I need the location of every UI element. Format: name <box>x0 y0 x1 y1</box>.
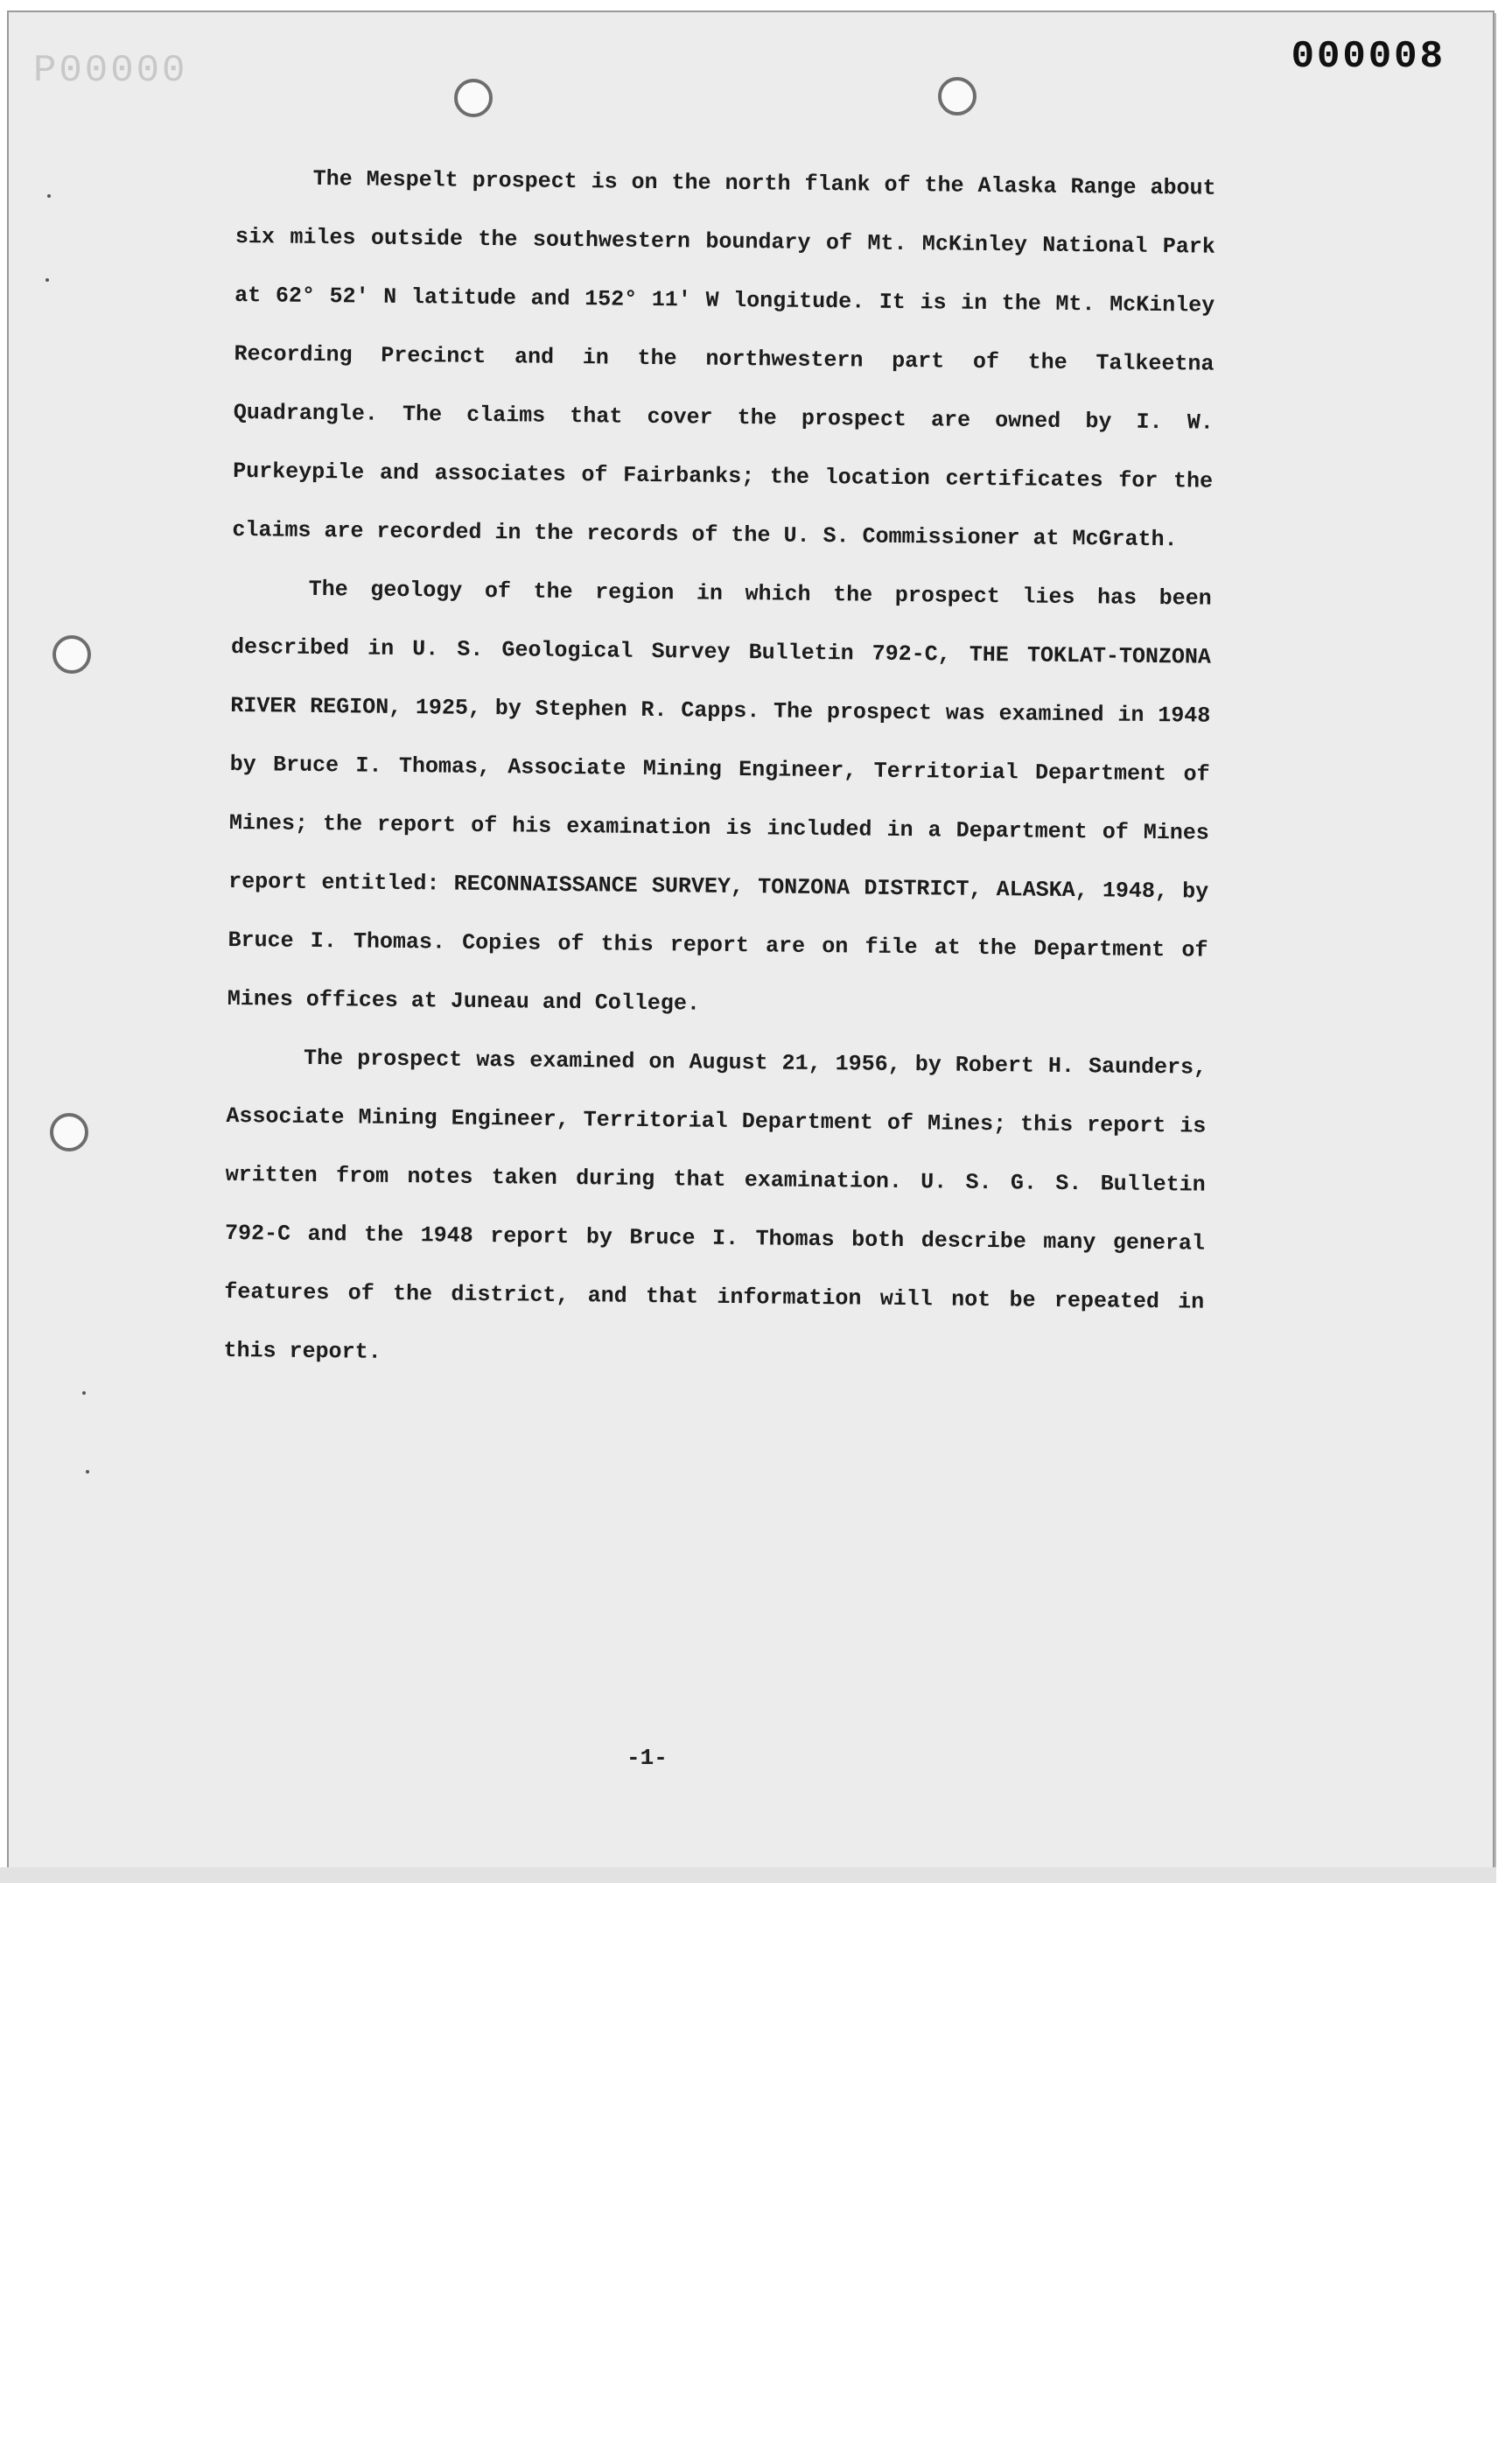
scan-speck <box>82 1391 86 1395</box>
faint-stamp: P00000 <box>33 49 188 93</box>
paragraph-examination: The prospect was examined on August 21, 1956, by Robert H. Saunders, Associate Mining Engineer, Territorial Department of Mines; this report is written from notes taken during that examination. U. S. G. S. Bulletin 792-C and the 1948 report by Bruce I. Thomas both describe many general features of the district, and that information will not be repeated in this report. <box>223 1045 1208 1365</box>
scan-speck <box>46 278 49 282</box>
punch-hole-icon <box>52 635 91 674</box>
paragraph-geology: The geology of the region in which the prospect lies has been described in U. S. Geological Survey Bulletin 792-C, THE TOKLAT-TONZONA RIVER REGION, 1925, by Stephen R. Capps. The prospect was examined in 1948 by Bruce I. Thomas, Associate Mining Engineer, Territorial Department of Mines; the report of his examination is included in a Department of Mines report entitled: RECONNAISSANCE SURVEY, TONZONA DISTRICT, ALASKA, 1948, by Bruce I. Thomas. Copies of this report are on file at the Department of Mines offices at Juneau and College. <box>227 576 1212 1017</box>
punch-hole-icon <box>50 1113 88 1152</box>
report-body <box>223 149 1216 1390</box>
scan-speck <box>86 1470 89 1474</box>
page-number: -1- <box>626 1745 668 1771</box>
document-number: 000008 <box>1291 35 1446 79</box>
scan-speck <box>47 194 51 198</box>
paragraph-location: The Mespelt prospect is on the north flank of the Alaska Range about six miles outside the southwestern boundary of Mt. McKinley National Park at 62° 52' N latitude and 152° 11' W longitude. It is in the Mt. McKinley Recording Precinct and in the northwestern part of the Talkeetna Quadrangle. The claims that cover the prospect are owned by I. W. Purkeypile and associates of Fairbanks; the location certificates for the claims are recorded in the records of the U. S. Commissioner at McGrath. <box>232 165 1216 553</box>
punch-hole-icon <box>938 77 976 116</box>
punch-hole-icon <box>454 79 493 117</box>
scan-edge <box>0 1867 1496 1883</box>
